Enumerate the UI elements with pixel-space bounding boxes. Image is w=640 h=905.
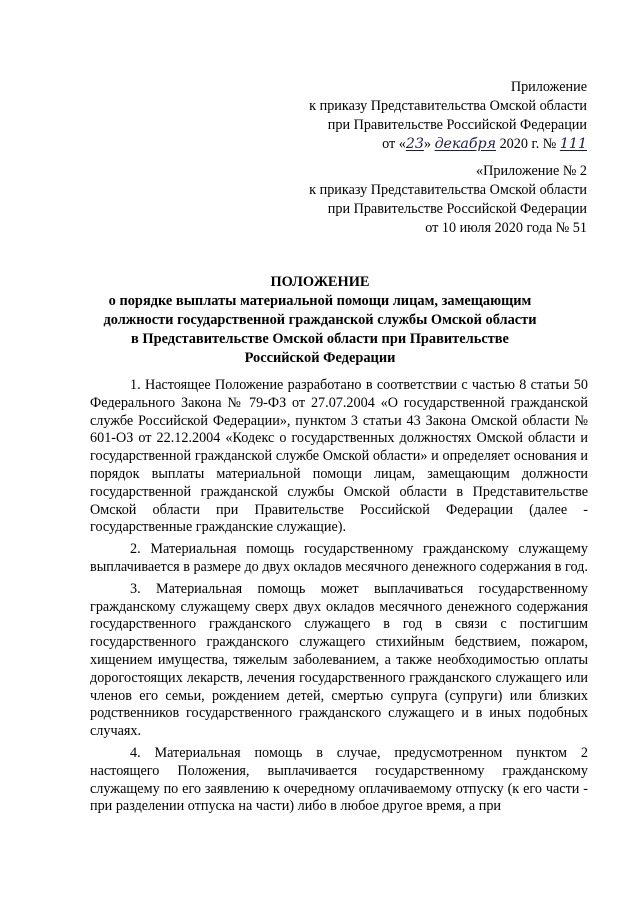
appendix-line: к приказу Представительства Омской области (309, 182, 587, 198)
title-subtitle: о порядке выплаты материальной помощи лицам, замещающим должности государственной гражданской службы Омской области в Представительстве Омской области при Правительстве Российской Федерации (103, 293, 537, 366)
document-title (100, 273, 540, 368)
appendix-line: при Правительстве Российской Федерации (327, 117, 587, 133)
appendix-line: от 10 июля 2020 года № 51 (425, 220, 587, 236)
previous-appendix-header (309, 162, 587, 238)
paragraph: 3. Материальная помощь может выплачиваться государственному гражданскому служащему сверх двух окладов месячного денежного содержания государственного гражданского служащего в год в связи с постигшим государственного гражданского служащего стихийным бедствием, пожаром, хищением имущества, тяжелым заболеванием, а также необходимостью оплаты дорогостоящих лекарств, лечения государственного гражданского служащего или членов его семьи, рождением детей, смертью супруга (супруги) или близких родственников государственного гражданского служащего и в иных подобных случаях. (90, 580, 588, 740)
handwritten-month: декабря (434, 136, 497, 152)
appendix-line: при Правительстве Российской Федерации (327, 201, 587, 217)
appendix-date-line (309, 135, 587, 154)
date-prefix: от « (382, 136, 406, 152)
paragraph: 1. Настоящее Положение разработано в соответствии с частью 8 статьи 50 Федерального Закона № 79-ФЗ от 27.07.2004 «О государственной гражданской службе Российской Федерации», пунктом 3 статьи 43 Закона Омской области № 601-ОЗ от 22.12.2004 «Кодекс о государственных должностях Омской области и государственной гражданской службе Омской области» и определяет основания и порядок выплаты материальной помощи лицам, замещающим должности государственной гражданской службы Омской области в Представительстве Омской области при Правительстве Российской Федерации (далее - государственные гражданские служащие). (90, 377, 588, 536)
appendix-line: Приложение (510, 79, 587, 95)
paragraph: 4. Материальная помощь в случае, предусмотренном пунктом 2 настоящего Положения, выплачивается государственному гражданскому служащему по его заявлению к очередному оплачиваемому отпуску (к его части - при разделении отпуска на части) либо в любое другое время, а при (90, 744, 588, 815)
handwritten-day: 23 (405, 136, 424, 152)
title-heading: ПОЛОЖЕНИЕ (270, 274, 370, 290)
document-body (90, 377, 588, 820)
date-year: 2020 г. № (496, 136, 560, 152)
paragraph: 2. Материальная помощь государственному гражданскому служащему выплачивается в размере до двух окладов месячного денежного содержания в год. (90, 541, 588, 575)
date-separator: » (423, 136, 435, 152)
appendix-header (309, 78, 587, 154)
appendix-line: к приказу Представительства Омской области (309, 98, 587, 114)
appendix-line: «Приложение № 2 (476, 163, 587, 179)
handwritten-order-number: 111 (559, 136, 587, 152)
